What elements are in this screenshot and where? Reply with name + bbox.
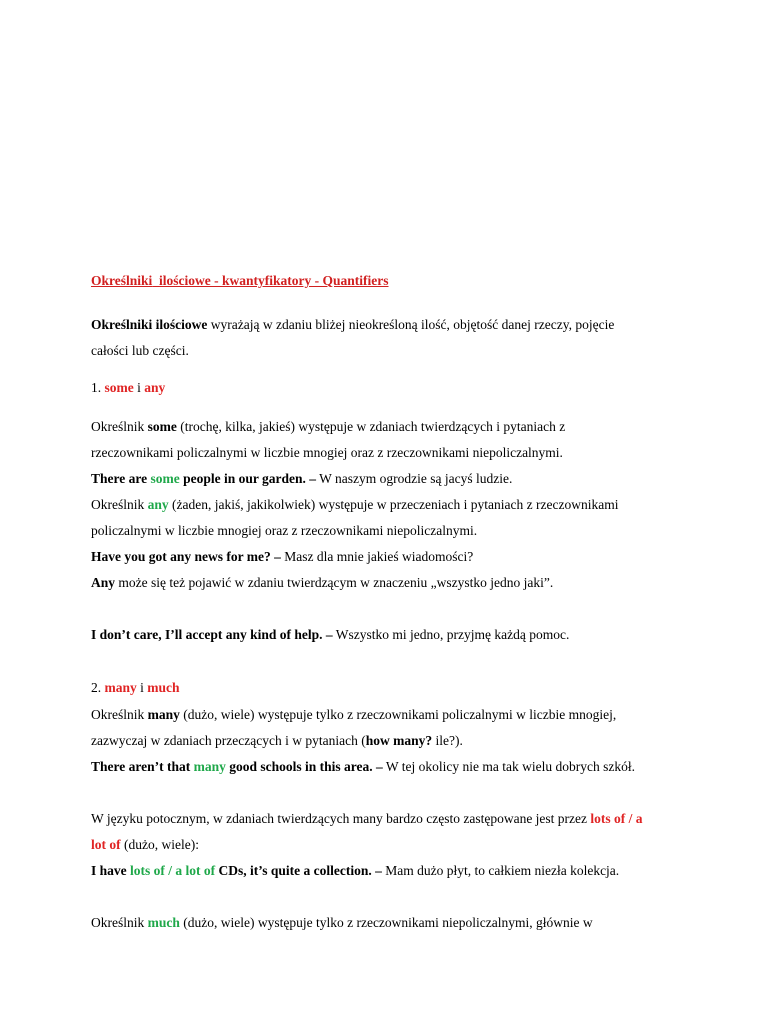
example-en: Have you got any news for me? –	[91, 549, 281, 564]
text-fragment: (dużo, wiele) występuje tylko z rzeczownikami niepoliczalnymi, głównie w	[179, 915, 593, 930]
keyword-much: much	[147, 680, 180, 695]
keyword-many: many	[104, 680, 137, 695]
highlight-much: much	[147, 915, 180, 930]
text-fragment: (trochę, kilka, jakieś) występuje w zdaniach twierdzących i pytaniach z	[176, 419, 566, 434]
text-fragment: Określnik	[91, 497, 148, 512]
connector: i	[136, 680, 148, 695]
keyword-any-inline: Any	[91, 575, 116, 590]
text-fragment: (dużo, wiele):	[120, 837, 199, 852]
page-title	[91, 273, 389, 289]
keyword-lot-of: lot of	[91, 837, 121, 852]
example-en-fragment: CDs, it’s quite a collection. –	[215, 863, 382, 878]
section-1-heading	[91, 380, 165, 396]
example-any-question	[91, 549, 473, 565]
some-description	[91, 419, 565, 435]
text-fragment: Określnik	[91, 707, 148, 722]
text-fragment: Określnik	[91, 915, 148, 930]
highlight-some: some	[150, 471, 180, 486]
text-fragment: (żaden, jakiś, jakikolwiek) występuje w przeczeniach i pytaniach z rzeczownikami	[168, 497, 619, 512]
highlight-any: any	[147, 497, 169, 512]
text-fragment: zazwyczaj w zdaniach przeczących i w pytaniach (	[91, 733, 366, 748]
much-description	[91, 915, 593, 931]
example-translation: Wszystko mi jedno, przyjmę każdą pomoc.	[332, 627, 570, 642]
example-en-fragment: I have	[91, 863, 131, 878]
example-en-fragment: There aren’t that	[91, 759, 194, 774]
any-description	[91, 497, 618, 513]
many-description	[91, 707, 616, 723]
example-translation: Mam dużo płyt, to całkiem niezła kolekcja.	[381, 863, 620, 878]
example-lots-of	[91, 863, 619, 879]
keyword-any: any	[144, 380, 166, 395]
text-fragment: W języku potocznym, w zdaniach twierdzących many bardzo często zastępowane jest przez	[91, 811, 591, 826]
text-fragment: może się też pojawić w zdaniu twierdzącym w znaczeniu „wszystko jedno jaki”.	[115, 575, 554, 590]
any-affirmative-note	[91, 575, 553, 591]
intro-paragraph	[91, 317, 614, 333]
connector: i	[133, 380, 145, 395]
any-description-line2: policzalnymi w liczbie mnogiej oraz z rzeczownikami niepoliczalnymi.	[91, 523, 478, 538]
example-en-fragment: There are	[91, 471, 151, 486]
title-word-2: ilościowe - kwantyfikatory - Quantifiers	[159, 273, 389, 288]
keyword-some: some	[104, 380, 134, 395]
text-fragment: ile?).	[432, 733, 463, 748]
text-fragment: (dużo, wiele) występuje tylko z rzeczownikami policzalnymi w liczbie mnogiej,	[179, 707, 617, 722]
section-number: 1.	[91, 380, 105, 395]
example-en: I don’t care, I’ll accept any kind of help. –	[91, 627, 333, 642]
many-description-line2	[91, 733, 463, 749]
highlight-lots-of: lots of / a lot of	[130, 863, 216, 878]
keyword-how-many: how many?	[365, 733, 433, 748]
intro-text: wyrażają w zdaniu bliżej nieokreśloną ilość, objętość danej rzeczy, pojęcie	[207, 317, 615, 332]
section-number: 2.	[91, 680, 105, 695]
intro-term: Określniki ilościowe	[91, 317, 208, 332]
keyword-many-inline: many	[147, 707, 180, 722]
example-translation: Masz dla mnie jakieś wiadomości?	[280, 549, 474, 564]
example-translation: W tej okolicy nie ma tak wielu dobrych szkół.	[382, 759, 635, 774]
lots-of-description-line2	[91, 837, 199, 853]
title-word-1: Określniki	[91, 273, 153, 288]
lots-of-description	[91, 811, 643, 827]
some-description-line2: rzeczownikami policzalnymi w liczbie mnogiej oraz z rzeczownikami niepoliczalnymi.	[91, 445, 563, 460]
example-some	[91, 471, 512, 487]
example-en-fragment: good schools in this area. –	[225, 759, 383, 774]
example-any-affirmative	[91, 627, 569, 643]
example-translation: W naszym ogrodzie są jacyś ludzie.	[316, 471, 513, 486]
highlight-many: many	[193, 759, 226, 774]
keyword-some-inline: some	[147, 419, 177, 434]
intro-paragraph-line2: całości lub części.	[91, 343, 189, 358]
example-en-fragment: people in our garden. –	[179, 471, 316, 486]
keyword-lots-of: lots of / a	[590, 811, 643, 826]
example-many	[91, 759, 635, 775]
text-fragment: Określnik	[91, 419, 148, 434]
section-2-heading	[91, 680, 180, 696]
